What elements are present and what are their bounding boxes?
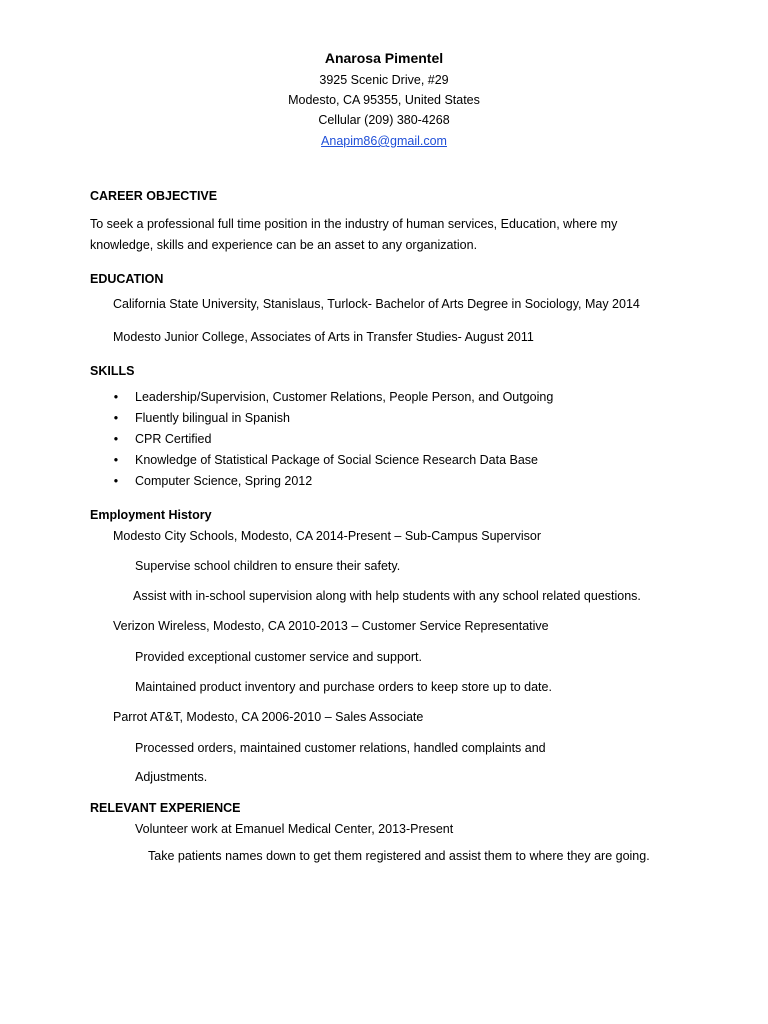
job-duty: Processed orders, maintained customer relations, handled complaints and xyxy=(135,741,546,755)
education-heading: EDUCATION xyxy=(90,272,164,286)
education-item: Modesto Junior College, Associates of Arts in Transfer Studies- August 2011 xyxy=(113,330,534,344)
job-duty: Supervise school children to ensure their safety. xyxy=(135,559,401,573)
skill-text: Computer Science, Spring 2012 xyxy=(135,474,313,488)
education-item: California State University, Stanislaus, Turlock- Bachelor of Arts Degree in Sociology, May 2014 xyxy=(113,297,640,311)
bullet-icon: • xyxy=(113,432,119,446)
relevant-experience-heading: RELEVANT EXPERIENCE xyxy=(90,801,241,815)
bullet-icon: • xyxy=(113,453,119,467)
relevant-experience-entry: Volunteer work at Emanuel Medical Center, 2013-Present xyxy=(135,822,454,836)
address-line-2: Modesto, CA 95355, United States xyxy=(288,93,480,107)
address-line-1: 3925 Scenic Drive, #29 xyxy=(319,73,449,87)
bullet-icon: • xyxy=(113,390,119,404)
career-objective-line-2: knowledge, skills and experience can be an asset to any organization. xyxy=(90,238,478,252)
job-duty: Maintained product inventory and purchase orders to keep store up to date. xyxy=(135,680,552,694)
job-duty: Adjustments. xyxy=(135,770,208,784)
email-container xyxy=(0,133,768,149)
bullet-icon: • xyxy=(113,411,119,425)
job-duty: Assist with in-school supervision along with help students with any school related questions. xyxy=(133,589,641,603)
job-title: Modesto City Schools, Modesto, CA 2014-Present – Sub-Campus Supervisor xyxy=(113,529,541,543)
bullet-icon: • xyxy=(113,474,119,488)
job-duty: Provided exceptional customer service and support. xyxy=(135,650,422,664)
employment-history-heading: Employment History xyxy=(90,508,212,522)
phone-number: Cellular (209) 380-4268 xyxy=(318,113,450,127)
relevant-experience-duty: Take patients names down to get them registered and assist them to where they are going. xyxy=(148,849,650,863)
career-objective-line-1: To seek a professional full time position in the industry of human services, Education, where my xyxy=(90,217,618,231)
resume-name: Anarosa Pimentel xyxy=(324,50,444,66)
email-link[interactable]: Anapim86@gmail.com xyxy=(321,134,447,148)
skills-heading: SKILLS xyxy=(90,364,135,378)
job-title: Parrot AT&T, Modesto, CA 2006-2010 – Sales Associate xyxy=(113,710,424,724)
skill-text: Knowledge of Statistical Package of Social Science Research Data Base xyxy=(135,453,539,467)
skill-text: Fluently bilingual in Spanish xyxy=(135,411,290,425)
skill-text: CPR Certified xyxy=(135,432,212,446)
career-objective-heading: CAREER OBJECTIVE xyxy=(90,189,218,203)
job-title: Verizon Wireless, Modesto, CA 2010-2013 – Customer Service Representative xyxy=(113,619,549,633)
skill-text: Leadership/Supervision, Customer Relations, People Person, and Outgoing xyxy=(135,390,554,404)
